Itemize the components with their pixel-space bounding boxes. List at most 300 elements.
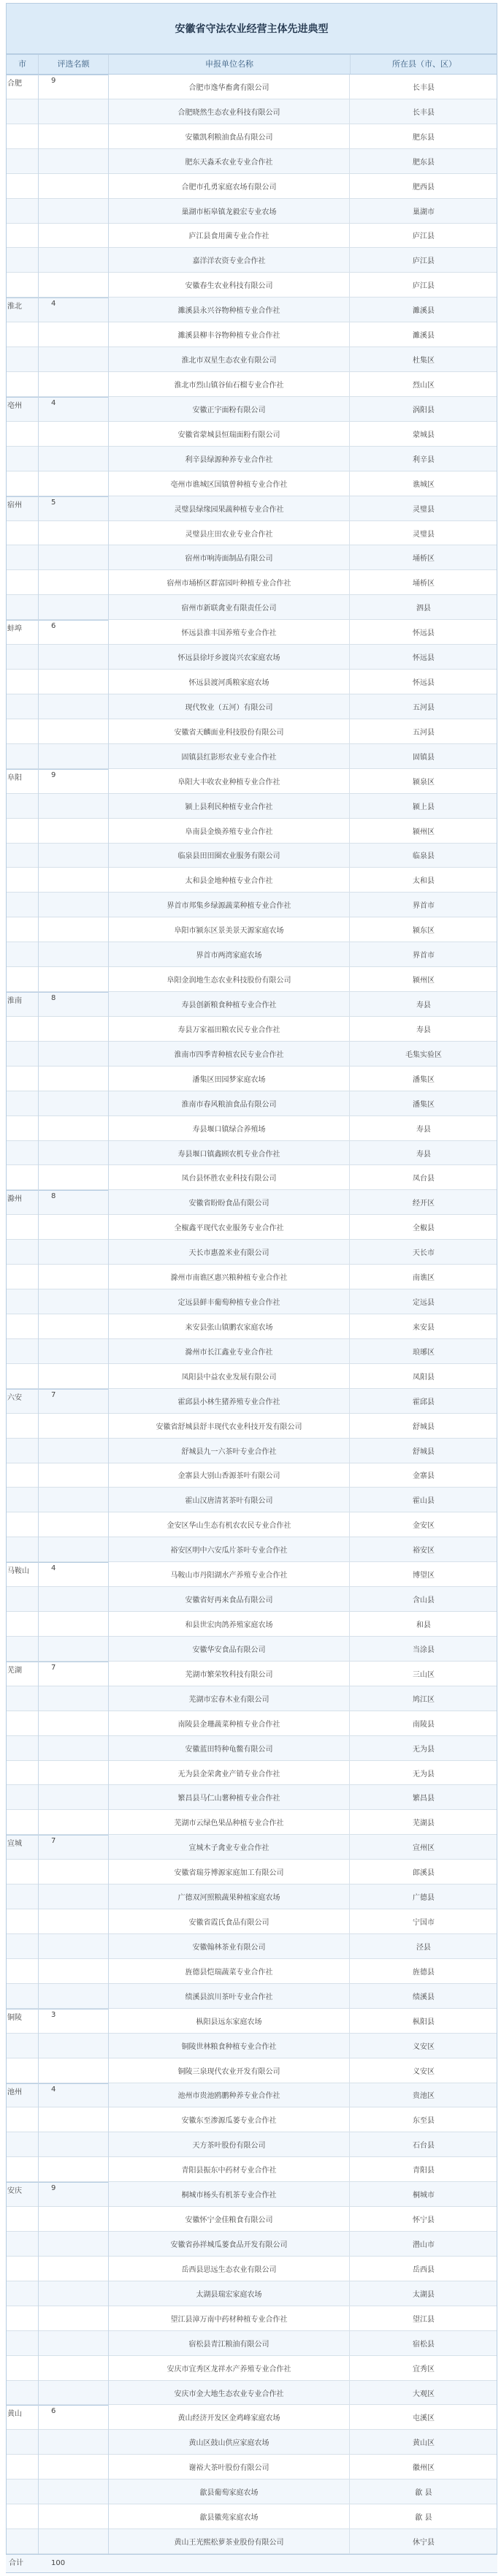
table-row [6,2232,497,2257]
county-name: 寿县 [416,1150,431,1159]
applicant-name: 合肥市孔勇家庭农场有限公司 [108,174,350,198]
table-row [6,1835,497,1860]
applicant-name: 安徽省霞氏食品有限公司 [108,1909,350,1933]
city-label: 池州 [7,2088,22,2096]
county-name: 巢湖市 [413,208,435,216]
applicant-name: 巢湖市柘皋镇龙毅宏专业农场 [108,199,350,223]
applicant-name: 现代牧业（五河）有限公司 [108,694,350,719]
county-name: 寿县 [416,1026,431,1034]
county-name: 金安区 [413,1522,435,1531]
county-name: 南陵县 [413,1720,435,1729]
applicant-name: 凤阳县中益农业发展有限公司 [108,1364,350,1388]
table-row [6,1439,497,1463]
applicant-name: 安徽怀宁金佳粮食有限公司 [108,2207,350,2231]
table-row [6,397,497,422]
county-name: 泗县 [416,605,431,613]
table-row [6,2306,497,2331]
county-name: 琅琊区 [413,1348,435,1357]
county-name: 怀宁县 [413,2216,435,2225]
table-row [6,893,497,917]
table-row [6,1165,497,1190]
applicant-name: 绩溪县滨川茶叶专业合作社 [108,1984,350,2008]
county-name: 五河县 [413,728,435,737]
county-name: 徽州区 [413,2464,435,2473]
table-row [6,2455,497,2480]
applicant-name: 来安县张山镇鹏农家庭农场 [108,1314,350,1338]
table-row [6,1686,497,1711]
table-row [6,868,497,893]
table-row [6,422,497,447]
county-name: 宁国市 [413,1919,435,1928]
applicant-name: 阜阳金润地生态农业科技股份有限公司 [108,967,350,991]
total-label: 合计 [9,2559,23,2567]
city-label: 合肥 [7,80,22,88]
applicant-name: 舒城县九一六茶叶专业合作社 [108,1439,350,1463]
table-row [6,2504,497,2529]
applicant-name: 安徽翰林茶业有限公司 [108,1934,350,1958]
table-row [6,992,497,1017]
county-name: 庐江县 [413,257,435,266]
table-row [6,99,497,124]
county-name: 霍邱县 [413,1398,435,1406]
applicant-name: 太和县金地种植专业合作社 [108,868,350,892]
applicant-name: 黄山经济开发区金鸡峰家庭农场 [108,2405,350,2429]
county-name: 颍上县 [413,803,435,811]
county-name: 颍泉区 [413,778,435,787]
county-name: 长丰县 [413,83,435,92]
applicant-name: 霍山汉唐清茗茶叶有限公司 [108,1488,350,1512]
applicant-name: 枞阳县远东家庭农场 [108,2009,350,2033]
table-row [6,1761,497,1786]
county-name: 金寨县 [413,1472,435,1481]
table-row [6,1190,497,1215]
quota-count: 4 [51,1564,56,1573]
applicant-name: 全椒鑫平现代农业服务专业合作社 [108,1215,350,1239]
table-row [6,1562,497,1587]
applicant-name: 南陵县金珊蔬菜种植专业合作社 [108,1711,350,1735]
county-name: 潘集区 [413,1100,435,1109]
county-name: 庐江县 [413,282,435,291]
applicant-name: 颍上县利民种植专业合作社 [108,794,350,818]
county-name: 休宁县 [413,2539,435,2547]
applicant-name: 马鞍山市丹阳湖水产养殖专业合作社 [108,1562,350,1586]
county-name: 濉溪县 [413,332,435,341]
county-name: 来安县 [413,1323,435,1332]
applicant-name: 肥东天淼禾农业专业合作社 [108,149,350,173]
county-name: 鸠江区 [413,1695,435,1704]
applicant-name: 宣城木子禽业专业合作社 [108,1835,350,1859]
table-row [6,2207,497,2232]
county-name: 青阳县 [413,2167,435,2175]
county-name: 寿县 [416,1125,431,1134]
county-name: 望江县 [413,2315,435,2324]
county-name: 凤台县 [413,1175,435,1183]
applicant-name: 利辛县绿源种养专业合作社 [108,447,350,471]
table-row [6,1810,497,1835]
table-row [6,694,497,719]
applicant-name: 临泉县田田圈农业服务有限公司 [108,844,350,868]
county-name: 裕安区 [413,1547,435,1556]
quota-count: 4 [51,300,56,308]
quota-count: 7 [51,1663,56,1672]
county-name: 宣州区 [413,1844,435,1853]
applicant-name: 合肥晓然生态农业科技有限公司 [108,99,350,124]
city-label: 阜阳 [7,773,22,782]
county-name: 桐城市 [413,2192,435,2200]
county-name: 凤阳县 [413,1373,435,1382]
applicant-name: 阜阳市颍东区景美景天源家庭农场 [108,917,350,942]
city-label: 芜湖 [7,1666,22,1675]
table-row [6,496,497,521]
county-name: 含山县 [413,1596,435,1605]
table-row [6,1240,497,1265]
quota-count: 7 [51,1837,56,1846]
table-row [6,1414,497,1439]
county-name: 东至县 [413,2117,435,2126]
county-name: 义安区 [413,2042,435,2051]
applicant-name: 安徽正宇面粉有限公司 [108,397,350,421]
county-name: 全椒县 [413,1224,435,1233]
county-name: 蒙城县 [413,431,435,439]
county-name: 涡阳县 [413,406,435,414]
county-name: 当涂县 [413,1645,435,1654]
county-name: 绩溪县 [413,1993,435,2001]
table-row [6,1364,497,1389]
table-row [6,1512,497,1537]
applicant-name: 嘉洋洋农资专业合作社 [108,248,350,272]
applicant-name: 裕安区明中六安瓜片茶叶专业合作社 [108,1537,350,1561]
table-row [6,1463,497,1488]
county-name: 潜山市 [413,2240,435,2249]
header-city: 市 [7,55,39,74]
quota-count: 3 [51,2010,56,2019]
table-row [6,2381,497,2406]
county-name: 贵池区 [413,2092,435,2101]
applicant-name: 寿县万家福田粮农民专业合作社 [108,1017,350,1041]
table-row [6,744,497,769]
county-name: 舒城县 [413,1423,435,1431]
county-name: 烈山区 [413,381,435,390]
table-row [6,1959,497,1984]
table-row [6,1141,497,1166]
applicant-name: 潘集区田园梦家庭农场 [108,1067,350,1091]
table-row [6,1488,497,1512]
applicant-name: 池州市贵池鸥鹏种养专业合作社 [108,2083,350,2107]
table-row [6,1587,497,1612]
applicant-name: 天方茶叶股份有限公司 [108,2132,350,2156]
applicant-name: 淮南市春风粮油食品有限公司 [108,1091,350,1115]
table-row [6,1017,497,1042]
table-row [6,1314,497,1339]
table-row [6,2405,497,2430]
county-name: 濉溪县 [413,307,435,316]
table-row [6,248,497,273]
applicant-name: 定远县鲜丰葡萄种植专业合作社 [108,1289,350,1314]
table-row [6,149,497,174]
table-row [6,670,497,694]
county-name: 怀远县 [413,629,435,638]
table-row [6,1612,497,1637]
county-name: 谯城区 [413,480,435,489]
table-row [6,1265,497,1289]
table-row [6,75,497,99]
table-row [6,1884,497,1909]
city-label: 淮南 [7,997,22,1006]
table-row [6,769,497,794]
applicant-name: 安徽省天麟面业科技股份有限公司 [108,719,350,743]
city-label: 宿州 [7,501,22,509]
quota-count: 4 [51,2085,56,2094]
table-row [6,2034,497,2058]
county-name: 屯溪区 [413,2414,435,2423]
county-name: 大观区 [413,2390,435,2398]
county-name: 黄山区 [413,2439,435,2448]
table-title: 安徽省守法农业经营主体先进典型 [6,3,497,54]
city-label: 六安 [7,1393,22,1402]
applicant-name: 灵璧县绿缘园果蔬种植专业合作社 [108,496,350,520]
applicant-name: 无为县金荣禽业产销专业合作社 [108,1761,350,1785]
quota-count: 9 [51,2184,56,2193]
applicant-name: 青阳县振东中药材专业合作社 [108,2157,350,2181]
table-row [6,1042,497,1067]
applicant-name: 金安区华山生态有机农农民专业合作社 [108,1512,350,1537]
county-name: 杜集区 [413,357,435,365]
table-row [6,124,497,149]
county-name: 繁昌县 [413,1795,435,1803]
table-row [6,545,497,570]
table-row [6,719,497,744]
applicant-name: 淮北市双星生态农业有限公司 [108,347,350,371]
table-row [6,1934,497,1959]
table-row [6,1339,497,1364]
table-row [6,2157,497,2182]
table-row [6,1067,497,1091]
applicant-name: 安徽省蒙城县恒瑞面粉有限公司 [108,422,350,446]
county-name: 宿松县 [413,2340,435,2349]
table-header [6,54,497,75]
quota-count: 5 [51,498,56,507]
table-row [6,2083,497,2108]
applicant-name: 寿县堰口镇绿合养殖场 [108,1116,350,1140]
applicant-name: 金寨县大别山香源茶叶有限公司 [108,1463,350,1488]
applicant-name: 滁州市长江鑫业专业合作社 [108,1339,350,1363]
county-name: 灵璧县 [413,505,435,514]
applicant-name: 和县世宏肉鸽养殖家庭农场 [108,1612,350,1636]
county-name: 和县 [416,1621,431,1629]
county-name: 歙 县 [415,2489,432,2498]
county-name: 颍州区 [413,977,435,985]
applicant-name: 灵璧县庄田农业专业合作社 [108,521,350,545]
table-row [6,2430,497,2455]
applicant-name: 安庆市金大地生态农业专业合作社 [108,2381,350,2405]
applicant-name: 寿县堰口镇鑫顾农机专业合作社 [108,1141,350,1165]
applicant-name: 凤台县怀胜农业科技有限公司 [108,1165,350,1189]
county-name: 舒城县 [413,1447,435,1456]
city-label: 安庆 [7,2187,22,2196]
applicant-name: 繁昌县马仁山薯种植专业合作社 [108,1785,350,1809]
table-row [6,2480,497,2504]
county-name: 旌德县 [413,1968,435,1977]
table-row [6,372,497,397]
applicant-name: 安徽华安食品有限公司 [108,1637,350,1661]
applicant-name: 望江县漳万南中药材种植专业合作社 [108,2306,350,2330]
applicant-name: 黄山王光熙松萝茶业股份有限公司 [108,2529,350,2553]
table-row [6,1289,497,1314]
county-name: 枞阳县 [413,2018,435,2026]
county-name: 界首市 [413,952,435,961]
applicant-name: 界首市邦集乡绿源蔬菜种植专业合作社 [108,893,350,917]
table-row [6,174,497,199]
applicant-name: 庐江县食用菌专业合作社 [108,224,350,248]
table-row [6,595,497,620]
applicant-name: 寿县创新粮食种植专业合作社 [108,992,350,1016]
column-divider [108,75,109,2554]
applicant-name: 芜湖市宏春木业有限公司 [108,1686,350,1711]
table-row [6,199,497,224]
applicant-name: 界首市两湾家庭农场 [108,942,350,966]
county-name: 颍州区 [413,827,435,836]
applicant-name: 阜阳大丰收农业种植专业合作社 [108,769,350,793]
county-name: 天长市 [413,1249,435,1258]
applicant-name: 固镇县红影形农业专业合作社 [108,744,350,768]
applicant-name: 濉溪县永兴谷物种植专业合作社 [108,298,350,322]
county-name: 义安区 [413,2067,435,2076]
table-row [6,471,497,496]
table-row [6,1637,497,1662]
table-row [6,844,497,868]
city-label: 滁州 [7,1195,22,1204]
applicant-name: 淮南市四季青种植农民专业合作社 [108,1042,350,1066]
table-row [6,1860,497,1884]
county-name: 利辛县 [413,455,435,464]
applicant-name: 淮北市烈山镇谷仙石榴专业合作社 [108,372,350,396]
city-label: 亳州 [7,401,22,410]
county-name: 怀远县 [413,654,435,663]
applicant-name: 濉溪县柳丰谷物种植专业合作社 [108,322,350,346]
city-label: 宣城 [7,1840,22,1849]
county-name: 三山区 [413,1670,435,1679]
county-name: 岳西县 [413,2265,435,2274]
table-row [6,2182,497,2207]
county-name: 怀远县 [413,679,435,688]
county-name: 广德县 [413,1894,435,1903]
applicant-name: 桐城市杨头有机茶专业合作社 [108,2182,350,2206]
county-name: 太湖县 [413,2290,435,2299]
applicant-name: 安徽春生农业科技有限公司 [108,273,350,297]
county-name: 固镇县 [413,753,435,762]
quota-count: 9 [51,77,56,85]
applicant-name: 怀远县渡河禹粮家庭农场 [108,670,350,694]
county-name: 石台县 [413,2142,435,2151]
table-row [6,2009,497,2034]
header-count: 评选名额 [39,55,109,74]
county-name: 埇桥区 [413,555,435,564]
applicant-name: 歙县葡萄家庭农场 [108,2480,350,2504]
county-name: 毛集实验区 [405,1050,442,1059]
applicant-name: 谢裕大茶叶股份有限公司 [108,2455,350,2479]
county-name: 肥东县 [413,158,435,167]
table-row [6,2107,497,2132]
table-row [6,1116,497,1141]
table-row [6,1736,497,1761]
table-row [6,942,497,967]
county-name: 颍东区 [413,927,435,936]
county-name: 寿县 [416,1001,431,1009]
table-row [6,1984,497,2009]
header-location: 所在县（市、区） [392,59,456,69]
county-name: 肥西县 [413,183,435,192]
city-label: 黄山 [7,2410,22,2419]
table-row [6,298,497,322]
applicant-name: 宿松县青江粮油有限公司 [108,2331,350,2355]
applicant-name: 芜湖市繁荣牧科技有限公司 [108,1662,350,1686]
county-name: 灵璧县 [413,530,435,539]
county-name: 博望区 [413,1572,435,1580]
table-row [6,224,497,249]
county-name: 肥东县 [413,133,435,142]
applicant-name: 怀远县徐圩乡渡岗兴农家庭农场 [108,645,350,669]
table-row [6,1537,497,1562]
header-applicant: 申报单位名称 [109,55,351,74]
applicant-name: 安徽蓝田特种龟鳖有限公司 [108,1736,350,1760]
total-count: 100 [51,2559,66,2567]
applicant-name: 安徽省孙祥城瓜蒌食品开发有限公司 [108,2232,350,2256]
applicant-name: 旌德县恺瑞蔬菜专业合作社 [108,1959,350,1983]
table-row [6,521,497,546]
county-name: 南谯区 [413,1274,435,1283]
applicant-name: 岳西县思远生态农业有限公司 [108,2257,350,2281]
applicant-name: 安徽省瑞芬博源家庭加工有限公司 [108,1860,350,1884]
quota-count: 7 [51,1390,56,1399]
applicant-name: 宿州市响涛面制品有限公司 [108,545,350,569]
table-row [6,1785,497,1810]
table-row [6,1711,497,1736]
applicant-name: 芜湖市云绿色果品种植专业合作社 [108,1810,350,1834]
quota-count: 8 [51,1192,56,1201]
applicant-name: 安徽省好再来食品有限公司 [108,1587,350,1611]
county-name: 太和县 [413,877,435,886]
applicant-name: 滁州市南谯区惠兴粮种植专业合作社 [108,1265,350,1289]
applicant-name: 霍邱县小林生猪养殖专业合作社 [108,1389,350,1413]
applicant-name: 安徽东至渗源瓜蒌专业合作社 [108,2107,350,2132]
applicant-name: 黄山区鼓山供应家庭农场 [108,2430,350,2454]
applicant-name: 歙县徽苑家庭农场 [108,2504,350,2528]
quota-count: 9 [51,770,56,779]
table-row [6,917,497,942]
county-name: 芜湖县 [413,1819,435,1828]
county-name: 定远县 [413,1299,435,1308]
table-row [6,794,497,819]
applicant-name: 安徽省舒城县舒丰现代农业科技开发有限公司 [108,1414,350,1438]
table-row [6,2529,497,2554]
applicant-name: 合肥市逸华畜禽有限公司 [108,75,350,99]
city-label: 蚌埠 [7,625,22,634]
applicant-name: 铜陵三泉现代农业开发有限公司 [108,2058,350,2083]
table-row [6,2132,497,2157]
quota-count: 6 [51,622,56,631]
applicant-name: 安徽凯利粮油食品有限公司 [108,124,350,148]
applicant-name: 铜陵世林粮食种植专业合作社 [108,2034,350,2058]
table-row [6,645,497,670]
county-name: 宜秀区 [413,2365,435,2374]
table-row [6,1909,497,1934]
table-row [6,819,497,844]
table-row [6,2356,497,2381]
total-row [6,2554,497,2573]
table-row [6,1662,497,1686]
county-name: 五河县 [413,703,435,712]
applicant-name: 阜南县金焕养殖专业合作社 [108,819,350,843]
